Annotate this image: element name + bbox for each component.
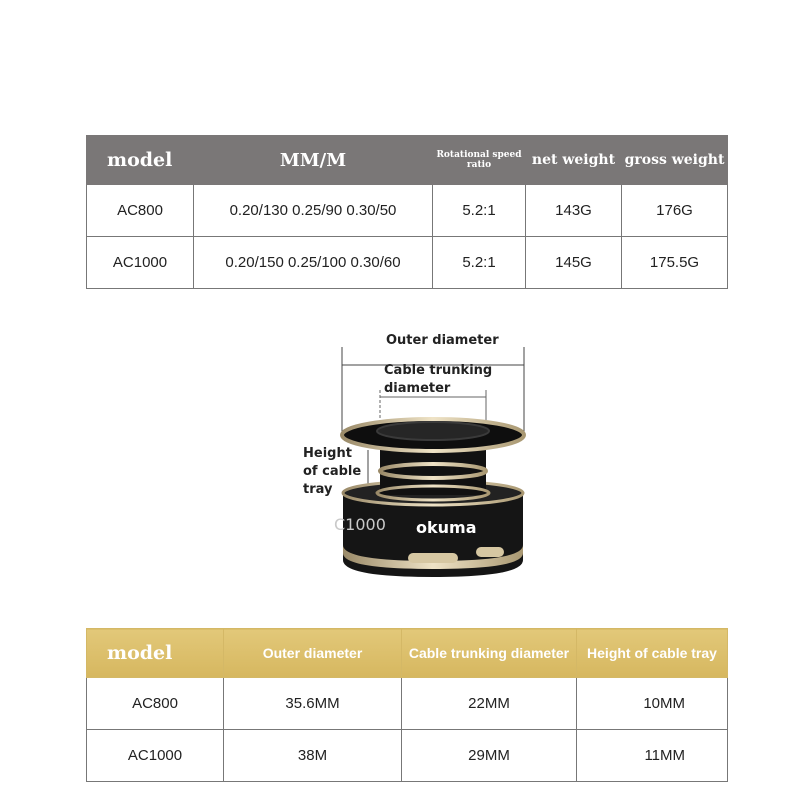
- spec-cell-model: AC1000: [87, 237, 194, 289]
- spec-header-gross-weight: gross weight: [622, 136, 728, 185]
- spool-slot: [476, 547, 504, 557]
- spec-cell-net-weight: 145G: [526, 237, 622, 289]
- dimension-table: [86, 628, 728, 782]
- spool-top-opening: [377, 422, 489, 440]
- label-cable-trunking-2: diameter: [384, 381, 451, 396]
- label-height-1: Height: [303, 446, 352, 461]
- table-row: [87, 730, 728, 782]
- spec-cell-speed-ratio: 5.2:1: [433, 185, 526, 237]
- spec-cell-net-weight: 143G: [526, 185, 622, 237]
- label-height-3: tray: [303, 482, 333, 497]
- dim-cell-model: AC800: [87, 678, 224, 730]
- dim-header-height: Height of cable tray: [577, 629, 728, 678]
- dim-header-model: model: [87, 629, 224, 678]
- brand-logo: okuma: [416, 518, 477, 537]
- spec-header-model: model: [87, 136, 194, 185]
- spec-cell-line-capacity: 0.20/130 0.25/90 0.30/50: [194, 185, 433, 237]
- dim-cell-outer-diameter: 38M: [224, 730, 402, 782]
- spec-cell-line-capacity: 0.20/150 0.25/100 0.30/60: [194, 237, 433, 289]
- table-row: [87, 678, 728, 730]
- spec-table: [86, 135, 728, 289]
- model-print: C1000: [334, 515, 386, 534]
- spec-cell-speed-ratio: 5.2:1: [433, 237, 526, 289]
- dim-header-outer-diameter: Outer diameter: [224, 629, 402, 678]
- dim-cell-cable-trunking: 29MM: [402, 730, 577, 782]
- spec-cell-gross-weight: 176G: [622, 185, 728, 237]
- dim-cell-cable-trunking: 22MM: [402, 678, 577, 730]
- spec-header-mm: MM/M: [194, 136, 433, 185]
- spec-header-speed-ratio: Rotational speed ratio: [433, 136, 526, 185]
- dim-cell-outer-diameter: 35.6MM: [224, 678, 402, 730]
- table-row: [87, 237, 728, 289]
- dim-cell-height: 10MM: [577, 678, 728, 730]
- label-cable-trunking-1: Cable trunking: [384, 363, 493, 378]
- spool-slot: [408, 553, 458, 563]
- dim-header-row: [87, 629, 728, 678]
- label-height-2: of cable: [303, 464, 362, 479]
- dim-cell-height: 11MM: [577, 730, 728, 782]
- spec-cell-model: AC800: [87, 185, 194, 237]
- spool-diagram: [298, 325, 538, 590]
- spec-header-row: [87, 136, 728, 185]
- spec-header-net-weight: net weight: [526, 136, 622, 185]
- dim-cell-model: AC1000: [87, 730, 224, 782]
- spec-cell-gross-weight: 175.5G: [622, 237, 728, 289]
- dim-header-cable-trunking: Cable trunking diameter: [402, 629, 577, 678]
- table-row: [87, 185, 728, 237]
- label-outer-diameter: Outer diameter: [386, 333, 499, 348]
